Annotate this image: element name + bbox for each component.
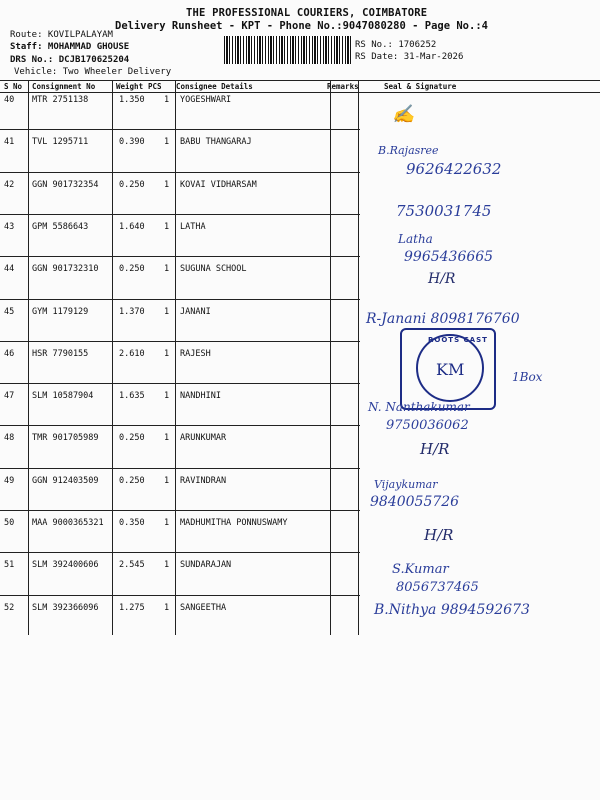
pieces-count: 1 <box>164 307 170 317</box>
consignee-name: MADHUMITHA PONNUSWAMY <box>180 518 288 528</box>
rs-number: RS No.: 1706252 <box>355 40 437 50</box>
staff-label: Staff: MOHAMMAD GHOUSE <box>10 42 130 52</box>
consignment-number: MAA 9000365321 <box>32 518 104 528</box>
company-title: THE PROFESSIONAL COURIERS, COIMBATORE <box>186 7 428 19</box>
stamp-initials: KM <box>436 360 465 379</box>
row-sno: 48 <box>4 433 15 443</box>
row-divider <box>0 468 360 469</box>
row-divider <box>0 299 360 300</box>
consignment-number: SLM 10587904 <box>32 391 94 401</box>
handwritten-phone: 9965436665 <box>404 249 494 265</box>
runsheet-title: Delivery Runsheet - KPT - Phone No.:9047080280 - Page No.:4 <box>115 20 488 32</box>
pieces-count: 1 <box>164 95 170 105</box>
handwritten-phone: 8056737465 <box>396 580 479 595</box>
pieces-count: 1 <box>164 222 170 232</box>
row-sno: 46 <box>4 349 15 359</box>
pieces-count: 1 <box>164 560 170 570</box>
weight-value: 1.635 <box>119 391 145 401</box>
consignee-name: JANANI <box>180 307 211 317</box>
consignee-name: KOVAI VIDHARSAM <box>180 180 257 190</box>
handwritten-phone: 9626422632 <box>406 160 502 178</box>
consignee-name: SANGEETHA <box>180 603 227 613</box>
handwritten-name: Latha <box>398 232 433 246</box>
weight-value: 2.610 <box>119 349 145 359</box>
consignment-number: GGN 912403509 <box>32 476 99 486</box>
handwritten-phone: 9750036062 <box>386 418 469 433</box>
pieces-count: 1 <box>164 264 170 274</box>
col-header-pcs: PCS <box>148 82 162 91</box>
col-header-sno: S No <box>4 82 23 91</box>
row-sno: 41 <box>4 137 15 147</box>
col-header-remarks: Remarks <box>327 82 359 91</box>
stamp-text: ROOTS CAST <box>428 336 488 344</box>
handwritten-remark: H/R <box>428 271 456 287</box>
row-divider <box>0 172 360 173</box>
consignment-number: TMR 901705989 <box>32 433 99 443</box>
weight-value: 1.370 <box>119 307 145 317</box>
consignee-name: YOGESHWARI <box>180 95 232 105</box>
consignee-name: SUNDARAJAN <box>180 560 232 570</box>
row-divider <box>0 510 360 511</box>
row-sno: 52 <box>4 603 15 613</box>
col-header-seal: Seal & Signature <box>384 82 457 91</box>
row-sno: 51 <box>4 560 15 570</box>
handwritten-box-note: 1Box <box>512 370 543 384</box>
weight-value: 0.250 <box>119 433 145 443</box>
consignee-name: RAJESH <box>180 349 211 359</box>
pieces-count: 1 <box>164 603 170 613</box>
weight-value: 0.390 <box>119 137 145 147</box>
consignment-number: GGN 901732310 <box>32 264 99 274</box>
rs-date: RS Date: 31-Mar-2026 <box>355 52 464 62</box>
consignment-number: SLM 392366096 <box>32 603 99 613</box>
consignee-name: LATHA <box>180 222 206 232</box>
consignment-number: GGN 901732354 <box>32 180 99 190</box>
row-divider <box>0 595 360 596</box>
weight-value: 1.350 <box>119 95 145 105</box>
handwritten-phone: 7530031745 <box>396 202 492 220</box>
row-sno: 47 <box>4 391 15 401</box>
consignee-name: SUGUNA SCHOOL <box>180 264 247 274</box>
pieces-count: 1 <box>164 391 170 401</box>
row-divider <box>0 552 360 553</box>
col-header-consignee: Consignee Details <box>176 82 253 91</box>
signature-mark: ✍ <box>392 104 415 125</box>
consignment-number: MTR 2751138 <box>32 95 89 105</box>
handwritten-name: B.Rajasree <box>378 144 439 157</box>
pieces-count: 1 <box>164 137 170 147</box>
consignment-number: GYM 1179129 <box>32 307 89 317</box>
row-divider <box>0 129 360 130</box>
drs-label: DRS No.: DCJB170625204 <box>10 55 130 65</box>
weight-value: 1.275 <box>119 603 145 613</box>
weight-value: 0.250 <box>119 180 145 190</box>
company-stamp <box>400 328 496 410</box>
weight-value: 0.350 <box>119 518 145 528</box>
weight-value: 2.545 <box>119 560 145 570</box>
row-divider <box>0 425 360 426</box>
pieces-count: 1 <box>164 180 170 190</box>
row-sno: 43 <box>4 222 15 232</box>
handwritten-phone: 9840055726 <box>370 494 460 510</box>
handwritten-remark: H/R <box>420 440 450 458</box>
col-header-consignment: Consignment No <box>32 82 96 91</box>
pieces-count: 1 <box>164 518 170 528</box>
row-sno: 50 <box>4 518 15 528</box>
row-sno: 49 <box>4 476 15 486</box>
row-divider <box>0 383 360 384</box>
weight-value: 1.640 <box>119 222 145 232</box>
handwritten-name-phone: R-Janani 8098176760 <box>366 311 520 327</box>
pieces-count: 1 <box>164 476 170 486</box>
consignment-number: SLM 392400606 <box>32 560 99 570</box>
pieces-count: 1 <box>164 349 170 359</box>
consignee-name: NANDHINI <box>180 391 221 401</box>
row-sno: 44 <box>4 264 15 274</box>
row-divider <box>0 214 360 215</box>
consignment-number: GPM 5586643 <box>32 222 89 232</box>
route-label: Route: KOVILPALAYAM <box>10 30 113 40</box>
row-sno: 40 <box>4 95 15 105</box>
consignment-number: TVL 1295711 <box>32 137 89 147</box>
table-top-border <box>0 80 600 81</box>
handwritten-remark: H/R <box>424 526 454 544</box>
pieces-count: 1 <box>164 433 170 443</box>
barcode <box>224 36 352 64</box>
consignee-name: RAVINDRAN <box>180 476 227 486</box>
handwritten-name: N. Nanthakumar <box>368 400 470 414</box>
handwritten-name: S.Kumar <box>392 562 449 577</box>
row-divider <box>0 256 360 257</box>
consignee-name: ARUNKUMAR <box>180 433 227 443</box>
row-divider <box>0 341 360 342</box>
handwritten-name-phone: B.Nithya 9894592673 <box>374 602 530 618</box>
row-sno: 45 <box>4 307 15 317</box>
consignee-name: BABU THANGARAJ <box>180 137 252 147</box>
row-sno: 42 <box>4 180 15 190</box>
vehicle-label: Vehicle: Two Wheeler Delivery <box>14 67 172 77</box>
handwritten-name: Vijaykumar <box>374 478 438 491</box>
consignment-number: HSR 7790155 <box>32 349 89 359</box>
weight-value: 0.250 <box>119 476 145 486</box>
col-header-weight: Weight <box>116 82 144 91</box>
weight-value: 0.250 <box>119 264 145 274</box>
header-bottom-border <box>0 92 600 93</box>
